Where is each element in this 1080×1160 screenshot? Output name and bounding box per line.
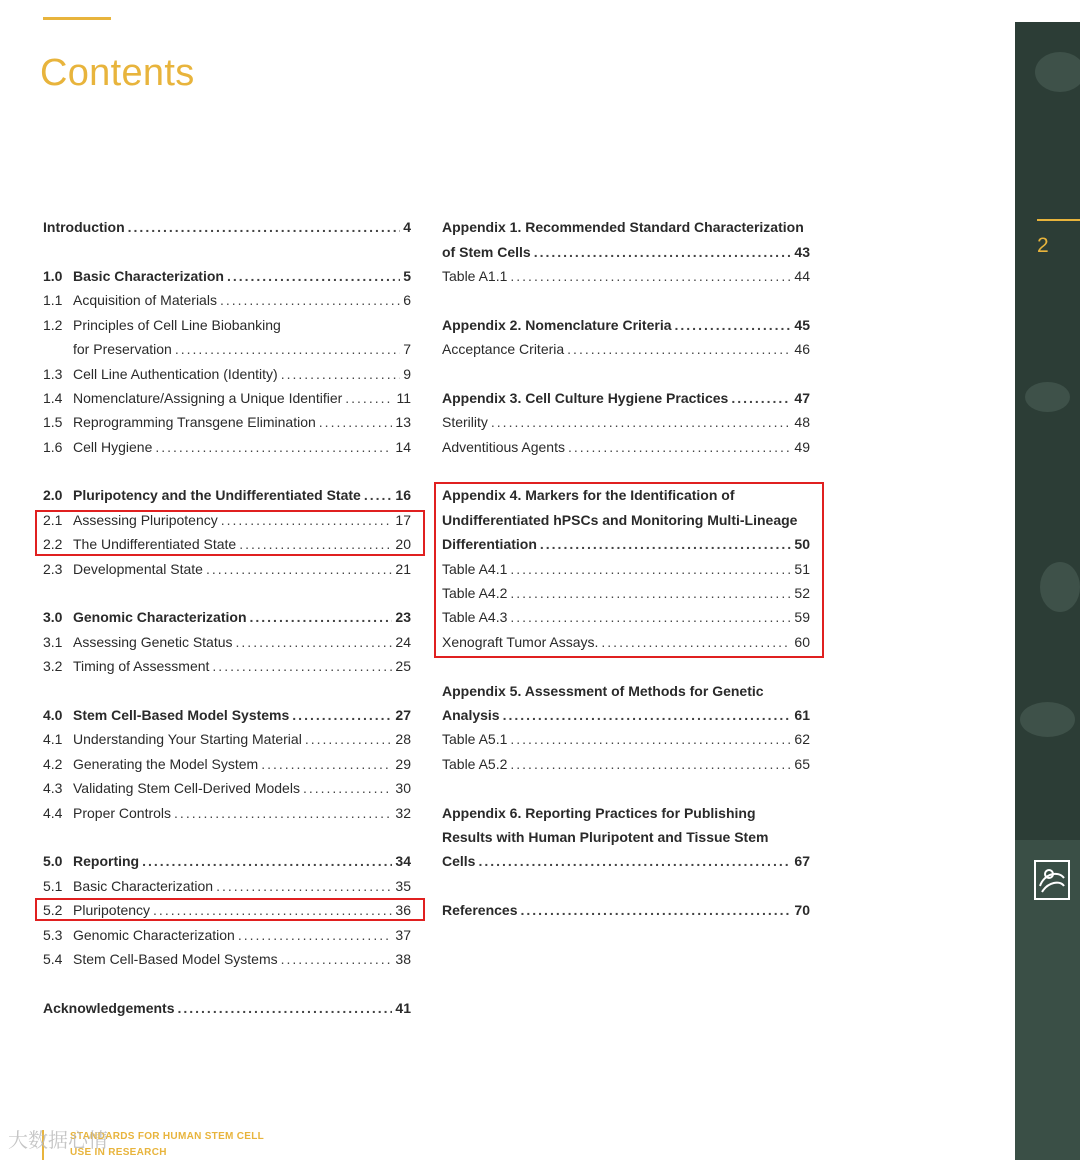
toc-entry-label: Acknowledgements xyxy=(43,999,175,1016)
toc-entry-page: 4 xyxy=(403,219,411,236)
toc-leader-dots xyxy=(238,927,393,943)
footer-line-1: STANDARDS FOR HUMAN STEM CELL xyxy=(70,1131,265,1142)
toc-entry-number: 4.2 xyxy=(43,755,63,772)
toc-leader-dots xyxy=(303,780,392,796)
toc-entry[interactable] xyxy=(442,264,810,288)
toc-leader-dots xyxy=(220,292,400,308)
toc-entry-page: 21 xyxy=(395,560,411,577)
toc-spacer xyxy=(442,361,810,385)
toc-entry-page: 67 xyxy=(794,853,810,870)
toc-entry-label: Cell Line Authentication (Identity) xyxy=(73,365,278,382)
sidebar-dark-panel xyxy=(1015,22,1080,840)
toc-entry-label: Appendix 4. Markers for the Identification of xyxy=(442,487,735,504)
toc-entry[interactable] xyxy=(442,410,810,434)
toc-entry-page: 34 xyxy=(395,853,411,870)
toc-entry[interactable] xyxy=(43,288,411,312)
toc-entry-label: Appendix 3. Cell Culture Hygiene Practices xyxy=(442,389,729,406)
toc-entry-page: 27 xyxy=(395,707,411,723)
toc-leader-dots xyxy=(227,268,400,284)
toc-spacer xyxy=(43,971,411,995)
toc-entry[interactable] xyxy=(43,630,411,654)
toc-entry-label: Sterility xyxy=(442,414,488,431)
toc-leader-dots xyxy=(292,707,392,723)
toc-entry-number: 4.1 xyxy=(43,731,63,748)
toc-entry[interactable] xyxy=(442,703,810,727)
toc-entry-number: 2.0 xyxy=(43,487,63,504)
toc-entry[interactable] xyxy=(43,605,411,629)
toc-entry-page: 65 xyxy=(794,755,810,772)
toc-entry[interactable] xyxy=(43,264,411,288)
toc-entry-label: Basic Characterization xyxy=(73,267,224,284)
toc-entry-label: The Undifferentiated State xyxy=(73,536,237,553)
toc-entry[interactable] xyxy=(43,947,411,971)
toc-entry-label: Table A4.2 xyxy=(442,585,508,602)
toc-entry-page: 25 xyxy=(395,658,411,675)
toc-entry[interactable] xyxy=(43,410,411,434)
toc-leader-dots xyxy=(216,878,392,894)
toc-leader-dots xyxy=(567,341,791,357)
toc-leader-dots xyxy=(345,390,393,406)
toc-leader-dots xyxy=(478,853,791,869)
toc-leader-dots xyxy=(206,561,392,577)
toc-entry[interactable] xyxy=(442,825,810,849)
toc-entry-page: 38 xyxy=(395,950,411,967)
toc-spacer xyxy=(442,288,810,312)
toc-entry-label: Proper Controls xyxy=(73,804,172,821)
toc-entry-label: Appendix 6. Reporting Practices for Publishing xyxy=(442,804,756,821)
toc-entry-page: 60 xyxy=(794,633,810,650)
toc-entry-label: Stem Cell-Based Model Systems xyxy=(73,950,278,967)
toc-entry-page: 11 xyxy=(396,389,411,406)
toc-entry[interactable] xyxy=(43,386,411,410)
toc-spacer xyxy=(43,678,411,702)
toc-entry-page: 6 xyxy=(403,292,411,309)
toc-leader-dots xyxy=(128,219,401,235)
toc-entry-number: 2.2 xyxy=(43,536,63,553)
toc-entry-number: 5.0 xyxy=(43,853,63,870)
toc-entry-page: 37 xyxy=(395,926,411,943)
toc-entry-page: 20 xyxy=(395,536,411,553)
toc-leader-dots xyxy=(236,634,393,650)
toc-entry-label: Assessing Genetic Status xyxy=(73,633,233,650)
toc-leader-dots xyxy=(510,731,791,747)
highlight-box-appendix-4 xyxy=(434,482,824,658)
toc-entry-label: Appendix 2. Nomenclature Criteria xyxy=(442,316,672,333)
toc-entry-page: 61 xyxy=(794,707,810,723)
toc-entry[interactable] xyxy=(442,435,810,459)
toc-entry[interactable] xyxy=(442,752,810,776)
toc-leader-dots xyxy=(250,609,393,625)
toc-entry-page: 13 xyxy=(395,414,411,431)
sidebar-accent-rule xyxy=(1037,219,1080,221)
toc-entry[interactable] xyxy=(442,337,810,361)
toc-entry-label: Pluripotency and the Undifferentiated State xyxy=(73,487,361,504)
toc-entry-label: Results with Human Pluripotent and Tissue Stem xyxy=(442,828,769,845)
toc-entry[interactable] xyxy=(43,435,411,459)
footer-line-2: USE IN RESEARCH xyxy=(70,1147,167,1158)
toc-entry-label: Pluripotency xyxy=(73,902,151,919)
toc-leader-dots xyxy=(261,756,392,772)
toc-entry-page: 50 xyxy=(794,536,810,553)
toc-entry-page: 23 xyxy=(395,609,411,626)
toc-entry-page: 5 xyxy=(403,267,411,284)
toc-leader-dots xyxy=(731,390,791,406)
toc-spacer xyxy=(43,581,411,605)
toc-entry-label: Basic Characterization xyxy=(73,877,214,894)
toc-entry-number: 1.6 xyxy=(43,438,63,455)
toc-entry-label: Appendix 5. Assessment of Methods for Genetic xyxy=(442,682,764,699)
toc-entry[interactable] xyxy=(442,239,810,263)
toc-entry-page: 32 xyxy=(395,804,411,821)
toc-entry-page: 29 xyxy=(395,755,411,772)
toc-leader-dots xyxy=(177,1000,392,1016)
page-title: Contents xyxy=(40,52,195,94)
toc-entry-label: of Stem Cells xyxy=(442,243,531,260)
toc-entry[interactable] xyxy=(43,215,411,239)
toc-entry-label: Understanding Your Starting Material xyxy=(73,731,302,748)
toc-entry-label: Developmental State xyxy=(73,560,203,577)
toc-entry-label: for Preservation xyxy=(73,341,172,358)
decorative-blob xyxy=(1020,702,1075,737)
toc-entry-page: 70 xyxy=(794,902,810,919)
toc-entry-label: Appendix 1. Recommended Standard Characterization xyxy=(442,219,804,236)
toc-entry-page: 59 xyxy=(794,609,810,626)
toc-leader-dots xyxy=(521,902,792,918)
toc-entry-number: 1.2 xyxy=(43,316,63,333)
toc-leader-dots xyxy=(534,244,792,260)
toc-entry[interactable] xyxy=(442,898,810,922)
toc-entry-label: Table A4.1 xyxy=(442,560,508,577)
toc-entry-label: Cell Hygiene xyxy=(73,438,153,455)
toc-entry-page: 28 xyxy=(395,731,411,748)
toc-entry-number: 4.4 xyxy=(43,804,63,821)
toc-entry-page: 49 xyxy=(794,438,810,455)
toc-leader-dots xyxy=(142,853,392,869)
toc-entry[interactable] xyxy=(442,678,810,702)
toc-entry-number: 5.1 xyxy=(43,877,63,894)
toc-entry-label: Reporting xyxy=(73,853,140,870)
highlight-box-2-1-2-2 xyxy=(35,510,425,556)
toc-entry-number: 5.4 xyxy=(43,950,63,967)
toc-leader-dots xyxy=(174,805,392,821)
toc-entry[interactable] xyxy=(442,849,810,873)
toc-leader-dots xyxy=(503,707,792,723)
toc-entry-label: Acquisition of Materials xyxy=(73,292,217,309)
toc-entry-number: 1.0 xyxy=(43,267,63,284)
decorative-blob xyxy=(1040,562,1080,612)
toc-entry-label: Validating Stem Cell-Derived Models xyxy=(73,780,300,797)
toc-entry[interactable] xyxy=(43,922,411,946)
toc-entry-page: 52 xyxy=(794,585,810,602)
toc-entry[interactable] xyxy=(43,727,411,751)
toc-entry-page: 43 xyxy=(794,243,810,260)
toc-entry[interactable] xyxy=(43,874,411,898)
toc-entry[interactable] xyxy=(43,556,411,580)
toc-entry-page: 14 xyxy=(395,438,411,455)
page-number: 2 xyxy=(1037,234,1049,257)
toc-spacer xyxy=(43,459,411,483)
toc-entry-label: Adventitious Agents xyxy=(442,438,565,455)
toc-entry-number: 2.1 xyxy=(43,511,63,528)
toc-leader-dots xyxy=(491,414,792,430)
decorative-blob xyxy=(1025,382,1070,412)
publisher-logo-icon xyxy=(1034,860,1070,900)
highlight-box-5-2 xyxy=(35,898,425,921)
toc-entry-page: 48 xyxy=(794,414,810,431)
toc-entry-label: Table A5.2 xyxy=(442,755,508,772)
toc-entry-label: Reprogramming Transgene Elimination xyxy=(73,414,316,431)
toc-entry-label: Principles of Cell Line Biobanking xyxy=(73,316,281,333)
toc-entry-number: 2.3 xyxy=(43,560,63,577)
toc-entry-label: References xyxy=(442,902,518,919)
toc-entry-label: Undifferentiated hPSCs and Monitoring Multi-Lineage xyxy=(442,511,798,528)
toc-entry[interactable] xyxy=(43,313,411,337)
toc-entry-label: Acceptance Criteria xyxy=(442,341,565,358)
toc-entry-page: 62 xyxy=(794,731,810,748)
toc-entry[interactable] xyxy=(43,654,411,678)
title-accent-rule xyxy=(43,17,111,20)
toc-entry[interactable] xyxy=(442,800,810,824)
toc-entry-number: 4.0 xyxy=(43,707,63,723)
toc-entry-page: 24 xyxy=(395,633,411,650)
toc-spacer xyxy=(442,874,810,898)
toc-leader-dots xyxy=(281,951,393,967)
toc-entry-label: Cells xyxy=(442,853,476,870)
toc-entry-label: Stem Cell-Based Model Systems xyxy=(73,707,290,723)
toc-leader-dots xyxy=(675,317,792,333)
toc-entry[interactable] xyxy=(43,776,411,800)
toc-entry-number: 4.3 xyxy=(43,780,63,797)
toc-entry-page: 16 xyxy=(395,487,411,504)
toc-entry-page: 36 xyxy=(395,902,411,919)
toc-entry-label: Genomic Characterization xyxy=(73,926,235,943)
toc-entry[interactable] xyxy=(43,800,411,824)
toc-leader-dots xyxy=(319,414,393,430)
toc-entry[interactable] xyxy=(43,703,411,727)
toc-entry-number: 3.2 xyxy=(43,658,63,675)
toc-entry-number: 5.2 xyxy=(43,902,63,919)
toc-entry-label: Xenograft Tumor Assays. xyxy=(442,633,599,650)
toc-entry-page: 35 xyxy=(395,877,411,894)
toc-entry[interactable] xyxy=(442,727,810,751)
toc-entry-number: 3.0 xyxy=(43,609,63,626)
toc-leader-dots xyxy=(155,439,392,455)
toc-entry[interactable] xyxy=(442,215,810,239)
toc-entry[interactable] xyxy=(43,483,411,507)
sidebar xyxy=(1015,22,1080,1160)
toc-spacer xyxy=(442,459,810,483)
toc-entry-page: 45 xyxy=(794,316,810,333)
toc-entry-page: 9 xyxy=(403,365,411,382)
toc-entry-page: 47 xyxy=(794,389,810,406)
toc-entry[interactable] xyxy=(43,996,411,1020)
toc-entry-label: Analysis xyxy=(442,707,500,723)
toc-spacer xyxy=(43,825,411,849)
decorative-blob xyxy=(1035,52,1080,92)
toc-entry-number: 3.1 xyxy=(43,633,63,650)
toc-entry-label: Table A4.3 xyxy=(442,609,508,626)
toc-entry-number: 1.5 xyxy=(43,414,63,431)
watermark: 大数据心情 xyxy=(8,1130,108,1152)
toc-spacer xyxy=(442,776,810,800)
toc-entry-page: 17 xyxy=(395,511,411,528)
toc-entry-number: 1.4 xyxy=(43,389,63,406)
toc-entry-label: Table A5.1 xyxy=(442,731,508,748)
toc-leader-dots xyxy=(364,487,393,503)
toc-spacer xyxy=(43,239,411,263)
toc-entry-page: 30 xyxy=(395,780,411,797)
toc-entry[interactable] xyxy=(43,361,411,385)
toc-entry-number: 1.3 xyxy=(43,365,63,382)
toc-entry-number: 1.1 xyxy=(43,292,63,309)
toc-leader-dots xyxy=(510,268,791,284)
toc-entry-label: Table A1.1 xyxy=(442,267,508,284)
toc-leader-dots xyxy=(568,439,791,455)
toc-entry-page: 41 xyxy=(395,999,411,1016)
toc-leader-dots xyxy=(281,366,401,382)
toc-entry-page: 7 xyxy=(403,341,411,358)
toc-entry[interactable] xyxy=(442,386,810,410)
toc-entry-label: Generating the Model System xyxy=(73,755,259,772)
toc-entry[interactable] xyxy=(43,337,411,361)
toc-entry-label: Differentiation xyxy=(442,536,537,553)
toc-entry-number: 5.3 xyxy=(43,926,63,943)
toc-entry[interactable] xyxy=(43,849,411,873)
toc-entry-label: Introduction xyxy=(43,219,125,236)
toc-leader-dots xyxy=(305,731,393,747)
toc-entry-page: 46 xyxy=(794,341,810,358)
toc-entry-page: 44 xyxy=(794,267,810,284)
toc-entry-page: 51 xyxy=(794,560,810,577)
toc-entry[interactable] xyxy=(43,752,411,776)
toc-entry-label: Timing of Assessment xyxy=(73,658,210,675)
toc-leader-dots xyxy=(510,756,791,772)
toc-leader-dots xyxy=(175,341,400,357)
toc-entry[interactable] xyxy=(442,313,810,337)
toc-entry-label: Genomic Characterization xyxy=(73,609,247,626)
toc-leader-dots xyxy=(212,658,392,674)
toc-entry-label: Nomenclature/Assigning a Unique Identifier xyxy=(73,389,343,406)
toc-entry-label: Assessing Pluripotency xyxy=(73,511,218,528)
